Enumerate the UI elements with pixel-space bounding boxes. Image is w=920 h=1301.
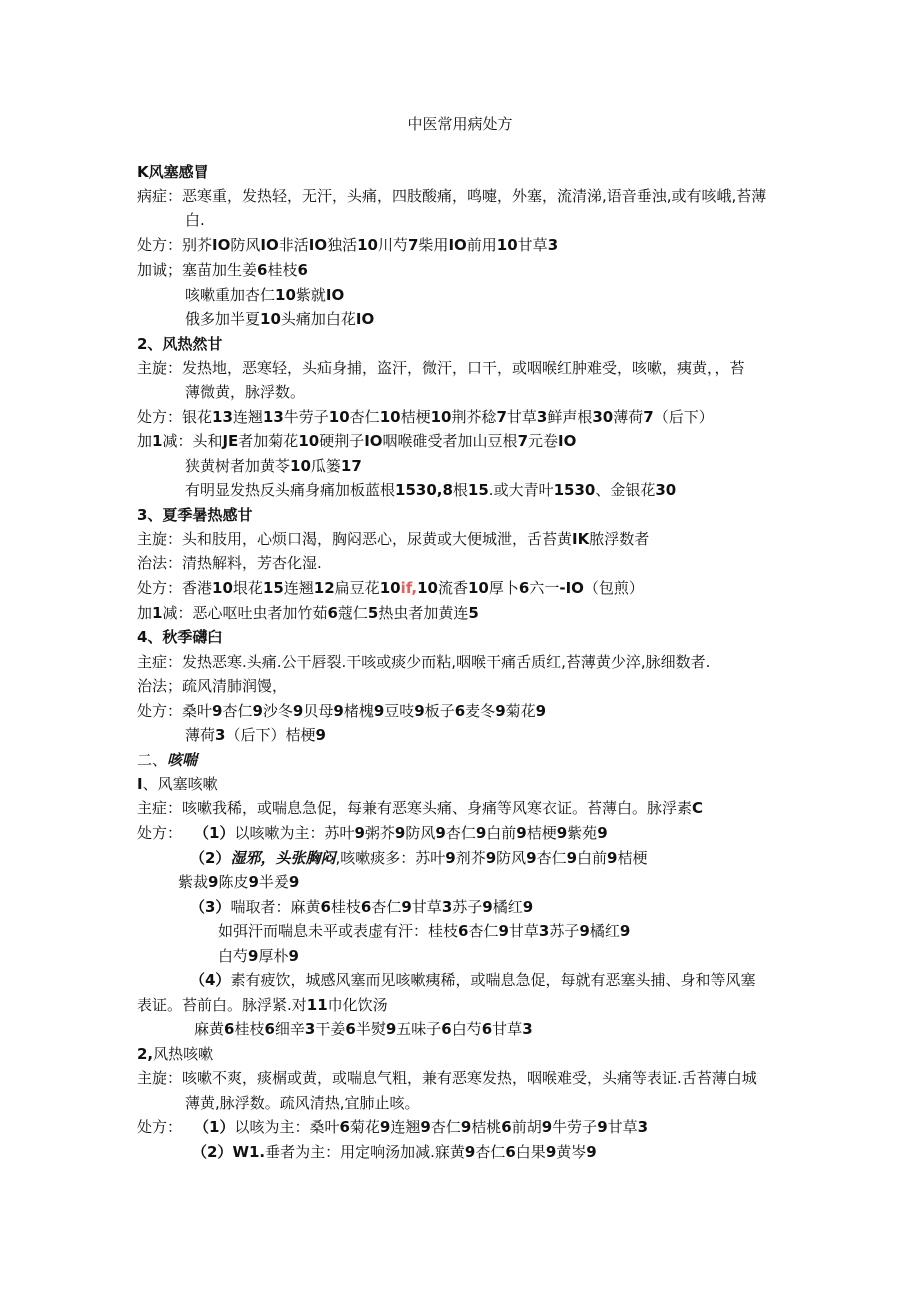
text-line: 加诚；塞苗加生姜6桂枝6 [137,261,308,279]
text-line: 治法；疏风清肺润馒， [137,677,288,695]
prescription-line: 处方：别芥IO防风IO非活IO独活10川芍7柴用IO前用10甘草3 [137,236,559,254]
prescription-line: （2）湿邪，头张胸闷,咳嗽痰多：苏叶9剂芥9防风9杏仁9白前9桔梗 [190,849,648,867]
text-line: 有明显发热反头痛身痛加板蓝根1530,8根15.或大青叶1530、金银花30 [185,481,677,499]
section-heading: 3、夏季暑热感甘 [137,506,253,524]
text-line: 主症：咳嗽我稀，或喘息急促，每兼有恶寒头痛、身痛等风寒衣证。苔薄白。脉浮素C [137,799,704,817]
section-heading: 2,风热咳嗽 [137,1045,214,1063]
prescription-line: （2）W1.垂者为主：用定响汤加减.寐黄9杏仁6白果9黄岑9 [192,1143,597,1161]
text-line: 病症：恶寒重，发热轻，无汗，头痛，四肢酸痛，鸣嚏，外塞，流清涕,语音垂浊,或有咳峨,苔薄 [137,187,767,205]
prescription-line: 麻黄6桂枝6细辛3干姜6半熨9五味子6白芍6甘草3 [194,1020,533,1038]
text-line: 表证。苔前白。脉浮紧.对11巾化饮汤 [137,996,388,1014]
section-heading: 二、咳喘 [137,751,198,769]
section-heading: 4、秋季礴臼 [137,628,223,646]
text-line: 主旋：头和肢用，心烦口渴，胸闷恶心，尿黄或大便城泄，舌苔黄IK脓浮数者 [137,530,650,548]
text-line: 如弭汗而喘息未平或表虚有汗：桂枝6杏仁9甘草3苏子9橘红9 [218,922,631,940]
prescription-line: 处方：桑叶9杏仁9沙冬9贝母9楮槐9豆吱9板子6麦冬9菊花9 [137,702,547,720]
text-line: 紫裁9陈皮9半爰9 [178,873,300,891]
prescription-line: （3）喘取者：麻黄6桂枝6杏仁9甘草3苏子9橘红9 [190,898,534,916]
text-line: 治法：清热解料，芳杏化湿. [137,554,322,572]
text-line: 主旋：咳嗽不爽，痰榍或黄，或喘息气粗，兼有恶寒发热，咽喉难受，头痛等表证.舌苔薄白城 [137,1069,757,1087]
text-line: 主症：发热恶寒.头痛.公干唇裂.干咳或痰少而粘,咽喉干痛舌质红,苔薄黄少淬,脉细数者. [137,653,711,671]
text-line: 白. [185,211,205,229]
text-line: 俄多加半夏10头痛加白花IO [185,310,375,328]
text-line: 狭黄树者加黄苓10瓜篓17 [185,457,362,475]
section-heading: K风塞感冒 [137,163,209,181]
section-heading: 2、风热然甘 [137,335,223,353]
text-line: 加1减：恶心呕吐虫者加竹茹6蔻仁5热虫者加黄连5 [137,604,479,622]
text-line: 薄黄,脉浮数。疏风清热,宜肺止咳。 [185,1094,420,1112]
text-line: 主旋：发热地，恶寒轻，头疝身捕，盗汗，微汗，口干，或咽喉红肿难受，咳嗽，痍黄，，苔 [137,359,745,377]
prescription-line: 处方： （1）以咳嗽为主：苏叶9粥芥9防风9杏仁9白前9桔梗9紫苑9 [137,824,608,842]
text-line: 加1减：头和JE者加菊花10硬荆子IO咽喉碓受者加山豆根7元卷IO [137,432,577,450]
prescription-line: 处方： （1）以咳为主：桑叶6菊花9连翘9杏仁9桔桃6前胡9牛劳子9甘草3 [137,1118,649,1136]
page-title: 中医常用病处方 [407,115,513,133]
text-line: 咳嗽重加杏仁10紫就IO [185,286,345,304]
text-line: 薄荷3（后下）桔梗9 [185,726,326,744]
prescription-line: 处方：银花13连翘13牛劳子10杏仁10桔梗10荆芥稔7甘草3鲜声根30薄荷7（后下） [137,408,714,426]
text-line: （4）素有疲饮，城感风塞而见咳嗽痍稀，或喘息急促，每就有恶塞头捕、身和等风塞 [190,971,756,989]
text-line: 白芍9厚朴9 [218,947,299,965]
prescription-line: 处方：香港10垠花15连翘12扁豆花10if,10流香10厚卜6六一-IO（包煎） [137,579,644,597]
text-line: 薄微黄，脉浮数。 [185,383,306,401]
section-heading: I、风塞咳嗽 [137,775,218,793]
